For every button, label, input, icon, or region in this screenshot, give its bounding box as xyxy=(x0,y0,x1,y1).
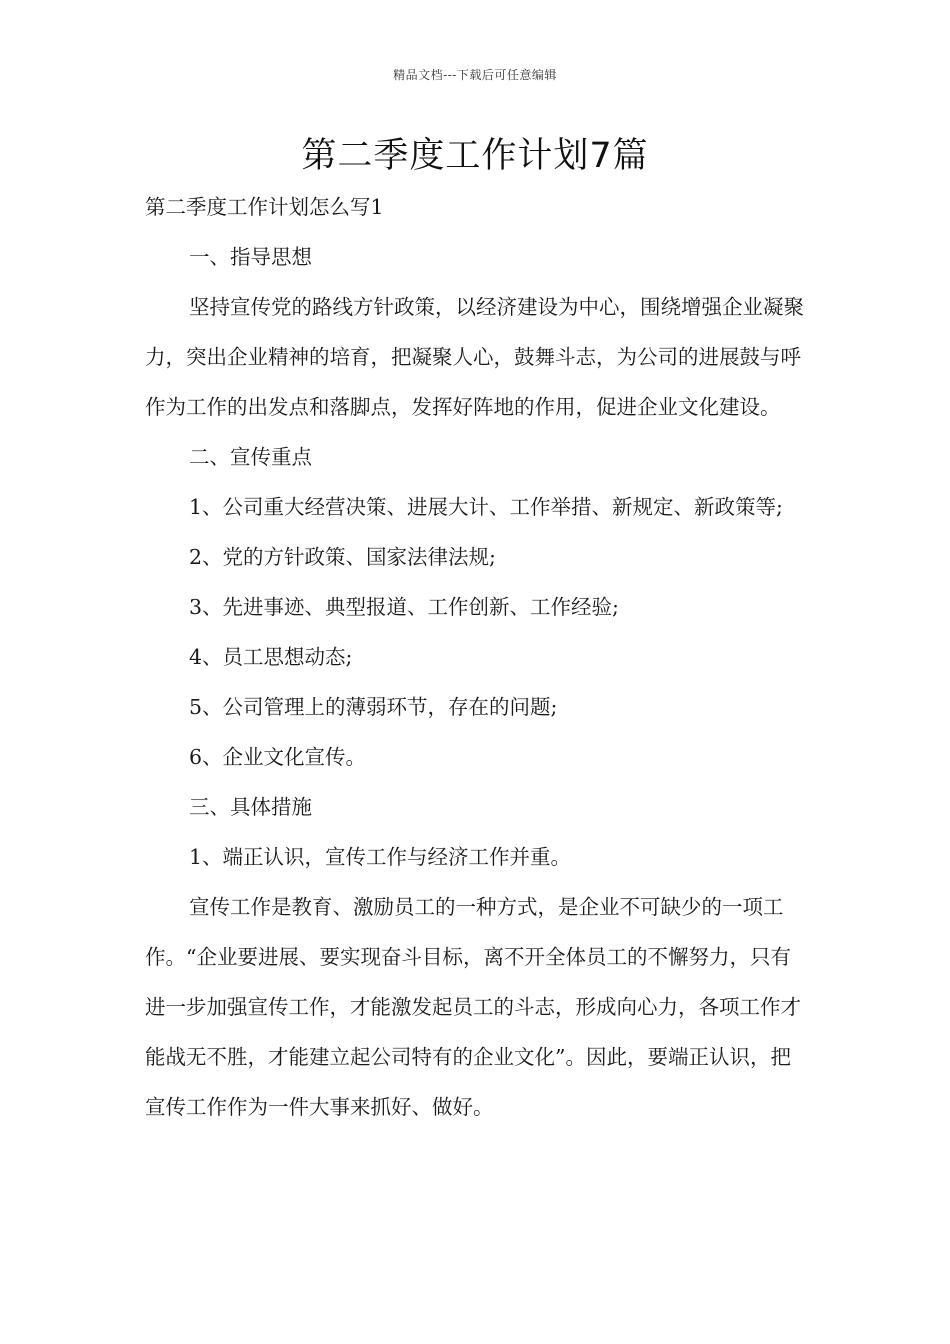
document-title: 第二季度工作计划7篇 xyxy=(301,136,649,176)
document-subtitle: 第二季度工作计划怎么写1 xyxy=(145,195,384,219)
list-item-measure-1: 1、端正认识，宣传工作与经济工作并重。 xyxy=(189,845,572,869)
list-item-focus-3: 3、先进事迹、典型报道、工作创新、工作经验; xyxy=(189,595,619,619)
header-note: 精品文档---下载后可任意编辑 xyxy=(393,68,557,82)
list-item-focus-5: 5、公司管理上的薄弱环节，存在的问题; xyxy=(189,695,558,719)
section-heading-guiding-ideology: 一、指导思想 xyxy=(189,245,312,269)
list-item-focus-4: 4、员工思想动态; xyxy=(189,645,353,669)
list-item-focus-2: 2、党的方针政策、国家法律法规; xyxy=(189,545,496,569)
list-item-focus-1: 1、公司重大经营决策、进展大计、工作举措、新规定、新政策等; xyxy=(189,495,783,519)
section-heading-publicity-focus: 二、宣传重点 xyxy=(189,445,312,469)
paragraph-guiding-ideology: 坚持宣传党的路线方针政策，以经济建设为中心，围绕增强企业凝聚力，突出企业精神的培育，把凝聚人心，鼓舞斗志，为公司的进展鼓与呼作为工作的出发点和落脚点，发挥好阵地的作用，促进企业文化建设。 xyxy=(145,295,804,419)
paragraph-measure-1: 宣传工作是教育、激励员工的一种方式，是企业不可缺少的一项工作。“企业要进展、要实现奋斗目标，离不开全体员工的不懈努力，只有进一步加强宣传工作，才能激发起员工的斗志，形成向心力，各项工作才能战无不胜，才能建立起公司特有的企业文化”。因此，要端正认识，把宣传工作作为一件大事来抓好、做好。 xyxy=(145,895,801,1119)
document-body xyxy=(145,182,810,1132)
list-item-focus-6: 6、企业文化宣传。 xyxy=(189,745,367,769)
section-heading-measures: 三、具体措施 xyxy=(189,795,312,819)
